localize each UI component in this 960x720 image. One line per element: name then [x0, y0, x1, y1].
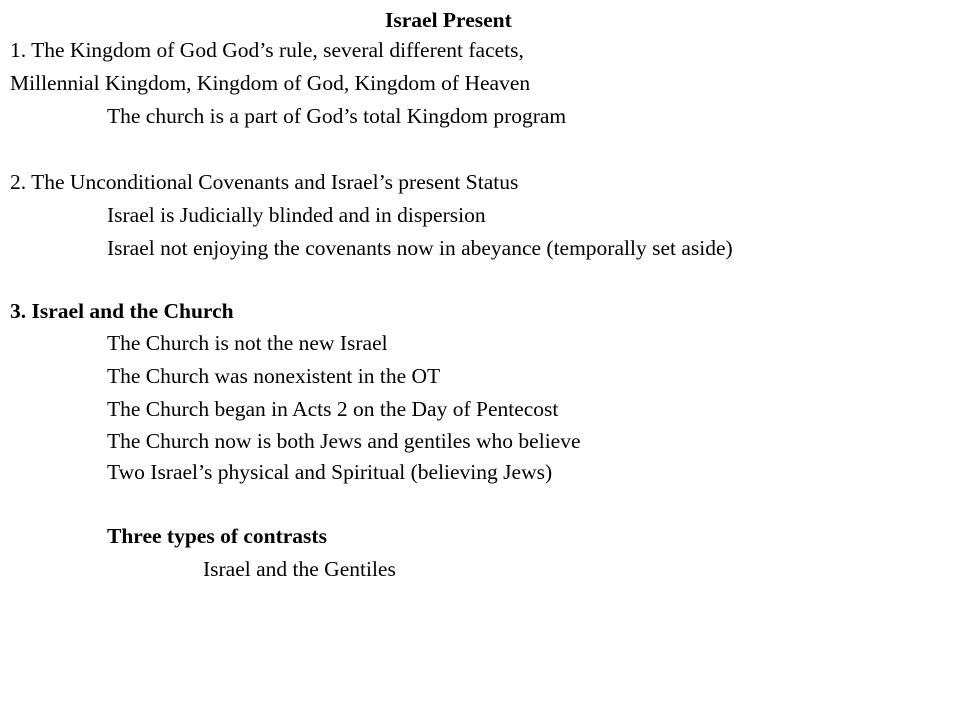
section-2-line-1: Israel is Judicially blinded and in dispersion	[107, 203, 486, 227]
section-2-line-2: Israel not enjoying the covenants now in abeyance (temporally set aside)	[107, 236, 733, 260]
section-2-heading: 2. The Unconditional Covenants and Israel’s present Status	[10, 170, 519, 194]
section-3-line-3: The Church began in Acts 2 on the Day of Pentecost	[107, 397, 559, 421]
section-3-line-2: The Church was nonexistent in the OT	[107, 364, 441, 388]
section-1-line-1: Millennial Kingdom, Kingdom of God, Kingdom of Heaven	[10, 71, 531, 95]
section-1-line-2: The church is a part of God’s total Kingdom program	[107, 104, 567, 128]
section-3-line-1: The Church is not the new Israel	[107, 331, 388, 355]
section-3-line-5: Two Israel’s physical and Spiritual (believing Jews)	[107, 460, 553, 484]
section-1-heading: 1. The Kingdom of God God’s rule, several different facets,	[10, 38, 524, 62]
section-3-heading: 3. Israel and the Church	[10, 299, 234, 323]
contrasts-subheading: Three types of contrasts	[107, 524, 327, 548]
slide-title: Israel Present	[385, 8, 512, 32]
contrast-item-1: Israel and the Gentiles	[203, 557, 396, 581]
section-3-line-4: The Church now is both Jews and gentiles who believe	[107, 429, 581, 453]
